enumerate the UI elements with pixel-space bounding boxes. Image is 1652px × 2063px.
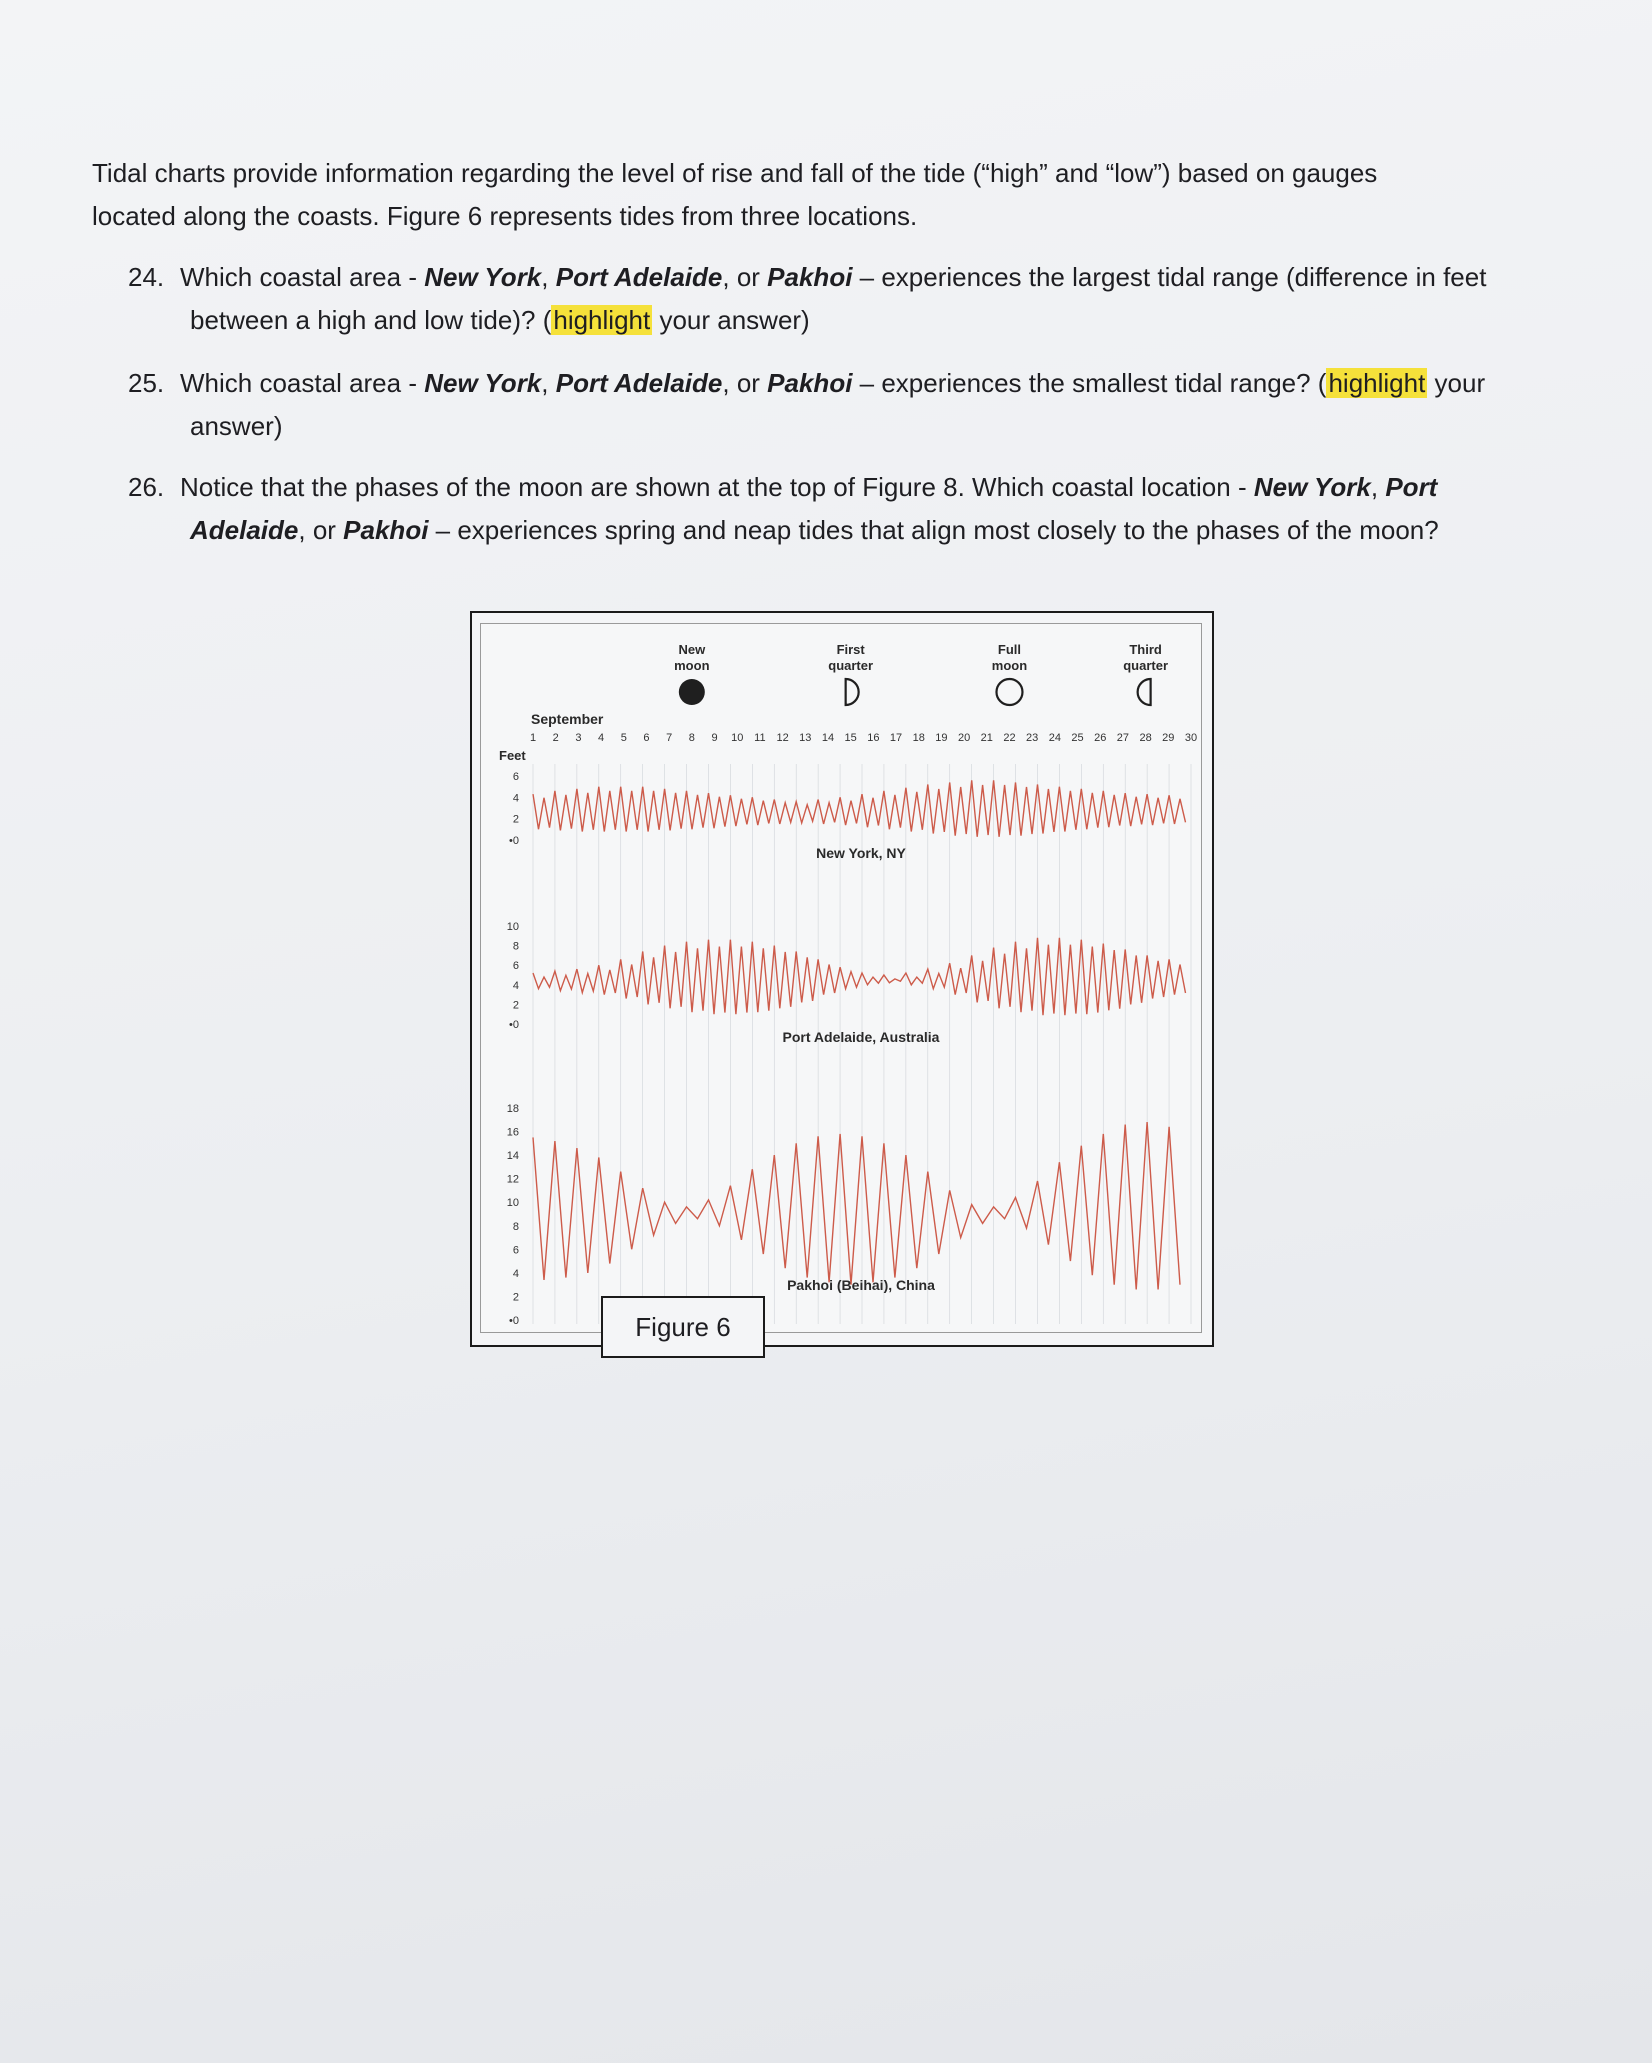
tide-series-line [533, 1122, 1180, 1289]
option-port-adelaide-part1: Port [1385, 472, 1438, 502]
option-pakhoi: Pakhoi [343, 515, 429, 545]
day-number: 16 [867, 732, 880, 744]
highlight-word: highlight [1328, 368, 1426, 398]
option-new-york: New York [424, 368, 542, 398]
day-number-row [530, 732, 1197, 744]
highlight-word: highlight [553, 305, 651, 335]
question-text: between a high and low tide)? ( [190, 305, 552, 335]
y-tick-label: 2 [512, 813, 519, 826]
y-tick-label: 14 [506, 1150, 519, 1163]
day-number: 29 [1162, 732, 1175, 744]
question-number: 26. [128, 472, 165, 502]
question-text: Which coastal area - [180, 368, 425, 398]
day-number: 8 [688, 732, 695, 744]
option-pakhoi: Pakhoi [767, 368, 853, 398]
day-number: 18 [912, 732, 925, 744]
day-number: 22 [1003, 732, 1016, 744]
moon-phase-label: moon [674, 658, 710, 673]
y-tick-label: 8 [512, 940, 519, 953]
tide-series-line [533, 938, 1186, 1015]
full-moon-icon [996, 679, 1022, 705]
y-tick-label: •0 [509, 1019, 519, 1031]
panel-pakhoi [507, 1103, 1180, 1327]
day-number: 4 [598, 732, 605, 744]
day-number: 15 [844, 732, 857, 744]
tide-series-line [533, 780, 1186, 837]
day-number: 2 [552, 732, 559, 744]
option-port-adelaide-part2: Adelaide [190, 515, 299, 545]
y-tick-label: 10 [506, 1197, 519, 1210]
y-tick-label: 2 [512, 999, 519, 1012]
moon-phase-label: quarter [828, 658, 874, 673]
question-text: Notice that the phases of the moon are shown at the top of Figure 8. Which coastal location - [180, 472, 1254, 502]
y-tick-label: 6 [512, 1244, 519, 1257]
day-number: 12 [776, 732, 789, 744]
y-tick-label: 8 [512, 1220, 519, 1233]
y-tick-label: 2 [512, 1291, 519, 1304]
moon-phase-label: Third [1129, 642, 1162, 657]
separator: , [541, 262, 556, 292]
y-tick-label: •0 [509, 1315, 519, 1327]
option-new-york: New York [1253, 472, 1371, 502]
tide-chart-svg [481, 624, 1201, 1332]
y-tick-label: 10 [506, 921, 519, 933]
panel-new-york [509, 771, 1185, 861]
third-quarter-icon [1138, 679, 1151, 705]
panel-port-adelaide [507, 921, 1186, 1045]
question-number: 24. [128, 262, 165, 292]
intro-line-1: Tidal charts provide information regarding the level of rise and fall of the tide (“high” and “low”) based on gauges [92, 158, 1378, 188]
y-tick-label: 6 [512, 771, 519, 783]
day-number: 28 [1139, 732, 1152, 744]
location-title: Pakhoi (Beihai), China [787, 1277, 935, 1293]
moon-phase-label: moon [991, 658, 1028, 673]
figure-caption: Figure 6 [601, 1296, 765, 1358]
location-title: New York, NY [816, 845, 906, 861]
intro-line-2: located along the coasts. Figure 6 represents tides from three locations. [92, 201, 918, 231]
moon-phase-label: quarter [1123, 658, 1169, 673]
separator: , or [722, 262, 768, 292]
day-number: 26 [1094, 732, 1107, 744]
separator: , or [298, 515, 344, 545]
intro-paragraph [92, 152, 1512, 238]
question-text: your answer) [652, 305, 810, 335]
day-number: 9 [711, 732, 718, 744]
day-number: 1 [529, 732, 537, 744]
day-number: 17 [889, 732, 903, 744]
day-number: 27 [1116, 732, 1130, 744]
day-number: 5 [620, 732, 627, 744]
y-tick-label: •0 [509, 835, 519, 847]
day-number: 3 [575, 732, 582, 744]
option-pakhoi: Pakhoi [767, 262, 853, 292]
y-tick-label: 4 [512, 979, 519, 992]
month-label: September [531, 711, 604, 727]
new-moon-icon [679, 679, 705, 705]
y-tick-label: 12 [506, 1173, 519, 1186]
location-title: Port Adelaide, Australia [782, 1029, 940, 1045]
y-tick-label: 4 [512, 1267, 519, 1280]
separator: , [1370, 472, 1386, 502]
y-tick-label: 4 [512, 792, 519, 805]
day-number: 21 [980, 732, 993, 744]
question-text: your [1427, 368, 1486, 398]
day-number: 25 [1071, 732, 1084, 744]
question-26 [128, 466, 1548, 552]
y-tick-label: 18 [506, 1103, 519, 1115]
y-tick-label: 6 [512, 960, 519, 973]
day-number: 20 [957, 732, 971, 744]
question-continuation [128, 509, 1548, 552]
y-unit-label: Feet [499, 748, 526, 763]
question-continuation: answer) [190, 411, 283, 441]
question-text: Which coastal area - [180, 262, 425, 292]
day-number: 11 [754, 732, 766, 744]
question-text: – experiences spring and neap tides that align most closely to the phases of the moon? [428, 515, 1439, 545]
option-port-adelaide: Port Adelaide [555, 262, 723, 292]
question-number: 25. [128, 368, 165, 398]
question-24 [128, 256, 1548, 342]
question-text: – experiences the largest tidal range (difference in feet [852, 262, 1487, 292]
moon-phase-row [674, 642, 1168, 705]
day-number: 30 [1184, 732, 1198, 744]
day-number: 10 [731, 732, 744, 744]
y-tick-label: 16 [506, 1126, 519, 1139]
moon-phase-label: First [836, 642, 865, 657]
moon-phase-label: New [678, 642, 706, 657]
question-continuation [128, 299, 1548, 342]
figure-6-tidal-chart [470, 611, 1214, 1347]
separator: , [541, 368, 556, 398]
day-number: 7 [666, 732, 673, 744]
option-port-adelaide: Port Adelaide [555, 368, 723, 398]
moon-phase-label: Full [997, 642, 1022, 657]
option-new-york: New York [424, 262, 542, 292]
chart-inner-frame [480, 623, 1202, 1333]
day-number: 23 [1026, 732, 1039, 744]
question-text: – experiences the smallest tidal range? ( [852, 368, 1327, 398]
day-number: 6 [643, 732, 650, 744]
first-quarter-icon [846, 679, 859, 705]
separator: , or [722, 368, 768, 398]
day-number: 13 [799, 732, 812, 744]
question-25 [128, 362, 1548, 448]
day-number: 19 [935, 732, 948, 744]
day-number: 24 [1048, 732, 1061, 744]
day-number: 14 [821, 732, 835, 744]
